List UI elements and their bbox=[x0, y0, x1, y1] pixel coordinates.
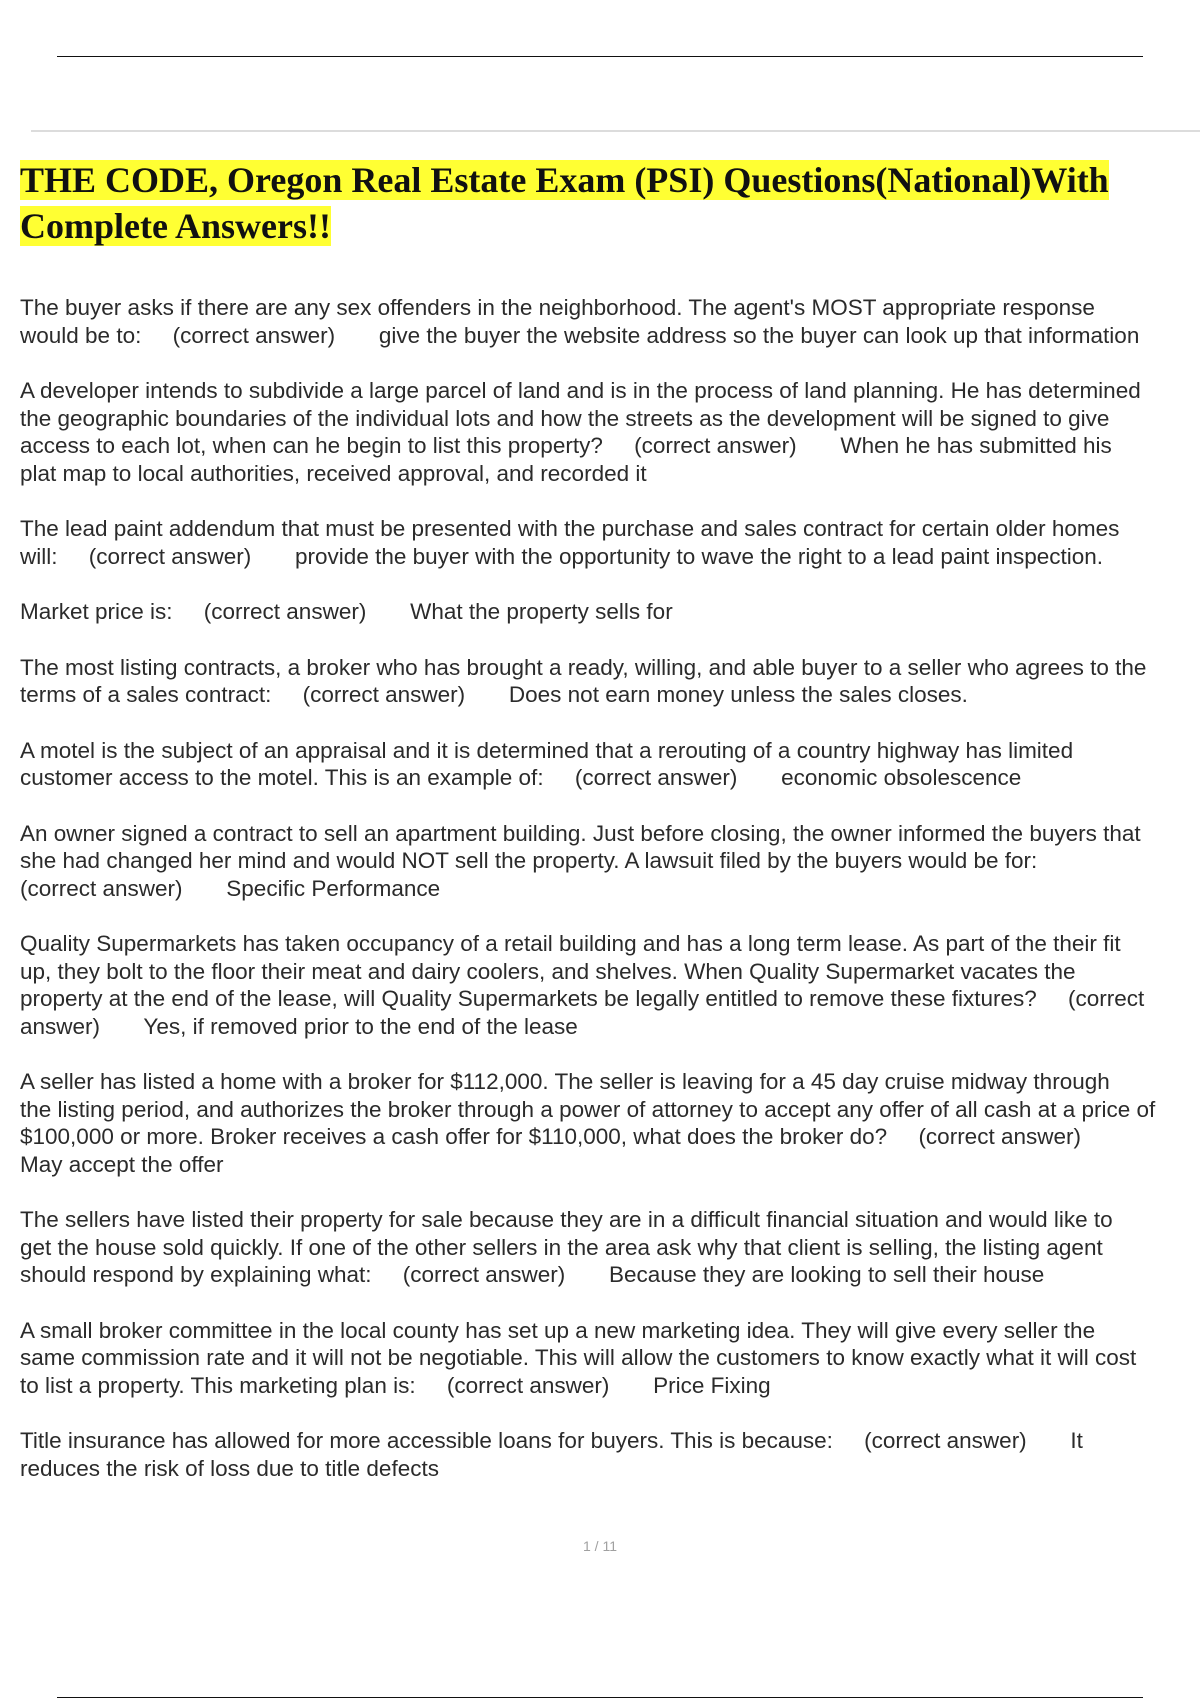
question-item bbox=[20, 1068, 1200, 1178]
question-line: customer access to the motel. This is an example of: (correct answer) economic obsolescence bbox=[20, 765, 1022, 790]
question-item bbox=[20, 930, 1200, 1040]
question-line: reduces the risk of loss due to title defects bbox=[20, 1455, 439, 1481]
question-item bbox=[20, 515, 1200, 570]
question-line: terms of a sales contract: (correct answer) Does not earn money unless the sales closes. bbox=[20, 682, 968, 707]
question-line: The most listing contracts, a broker who has brought a ready, willing, and able buyer to a seller who agrees to the bbox=[20, 654, 1147, 680]
question-line: The sellers have listed their property for sale because they are in a difficult financial situation and would like to bbox=[20, 1207, 1113, 1232]
question-line: to list a property. This marketing plan is: (correct answer) Price Fixing bbox=[20, 1372, 771, 1398]
question-item bbox=[20, 820, 1200, 903]
question-item bbox=[20, 1206, 1200, 1289]
question-line: access to each lot, when can he begin to list this property? (correct answer) When he has submitted his bbox=[20, 433, 1112, 458]
question-line: A seller has listed a home with a broker for $112,000. The seller is leaving for a 45 day cruise midway through bbox=[20, 1069, 1110, 1094]
question-line: plat map to local authorities, received approval, and recorded it bbox=[20, 460, 647, 486]
question-line: Quality Supermarkets has taken occupancy of a retail building and has a long term lease. As part of the their fit bbox=[20, 931, 1121, 956]
question-item bbox=[20, 737, 1200, 792]
question-line: the geographic boundaries of the individual lots and how the streets as the development will be signed to give bbox=[20, 405, 1110, 431]
question-item bbox=[20, 377, 1200, 487]
question-line: get the house sold quickly. If one of the other sellers in the area ask why that client is selling, the listing agent bbox=[20, 1234, 1103, 1260]
question-line: should respond by explaining what: (correct answer) Because they are looking to sell their house bbox=[20, 1262, 1045, 1287]
header-divider bbox=[31, 130, 1200, 132]
question-line: The buyer asks if there are any sex offenders in the neighborhood. The agent's MOST appropriate response bbox=[20, 295, 1095, 320]
question-line: the listing period, and authorizes the broker through a power of attorney to accept any offer of all cash at a price of bbox=[20, 1096, 1156, 1122]
question-line: A developer intends to subdivide a large parcel of land and is in the process of land planning. He has determined bbox=[20, 378, 1141, 403]
document-title bbox=[20, 157, 1180, 249]
question-line: May accept the offer bbox=[20, 1151, 224, 1177]
question-line: Market price is: (correct answer) What the property sells for bbox=[20, 599, 673, 624]
question-line: $100,000 or more. Broker receives a cash offer for $110,000, what does the broker do? (correct answer) bbox=[20, 1124, 1081, 1149]
question-item bbox=[20, 1317, 1200, 1400]
title-line-2: Complete Answers!! bbox=[20, 206, 331, 246]
question-item bbox=[20, 598, 1200, 626]
question-list bbox=[20, 294, 1200, 1510]
question-line: would be to: (correct answer) give the buyer the website address so the buyer can look up that information bbox=[20, 322, 1140, 348]
question-line: answer) Yes, if removed prior to the end of the lease bbox=[20, 1013, 578, 1039]
top-rule bbox=[57, 56, 1143, 57]
page-indicator: 1 / 11 bbox=[583, 1538, 617, 1554]
question-line: she had changed her mind and would NOT sell the property. A lawsuit filed by the buyers would be for: bbox=[20, 848, 1038, 873]
title-line-1: THE CODE, Oregon Real Estate Exam (PSI) Questions(National)With bbox=[20, 160, 1109, 200]
question-line: same commission rate and it will not be negotiable. This will allow the customers to know exactly what it will cost bbox=[20, 1345, 1137, 1370]
bottom-rule bbox=[57, 1697, 1143, 1698]
question-line: up, they bolt to the floor their meat and dairy coolers, and shelves. When Quality Supermarket vacates the bbox=[20, 958, 1076, 984]
question-line: A small broker committee in the local county has set up a new marketing idea. They will give every seller the bbox=[20, 1317, 1096, 1343]
question-item bbox=[20, 294, 1200, 349]
question-line: property at the end of the lease, will Quality Supermarkets be legally entitled to remove these fixtures? (correct bbox=[20, 986, 1145, 1011]
question-item bbox=[20, 1427, 1200, 1482]
question-line: A motel is the subject of an appraisal and it is determined that a rerouting of a country highway has limited bbox=[20, 737, 1074, 763]
question-line: The lead paint addendum that must be presented with the purchase and sales contract for certain older homes bbox=[20, 516, 1120, 541]
question-line: Title insurance has allowed for more accessible loans for buyers. This is because: (correct answer) It bbox=[20, 1428, 1083, 1453]
question-item bbox=[20, 654, 1200, 709]
question-line: will: (correct answer) provide the buyer with the opportunity to wave the right to a lead paint inspection. bbox=[20, 543, 1104, 569]
question-line: An owner signed a contract to sell an apartment building. Just before closing, the owner informed the buyers that bbox=[20, 820, 1141, 846]
question-line: (correct answer) Specific Performance bbox=[20, 875, 441, 901]
